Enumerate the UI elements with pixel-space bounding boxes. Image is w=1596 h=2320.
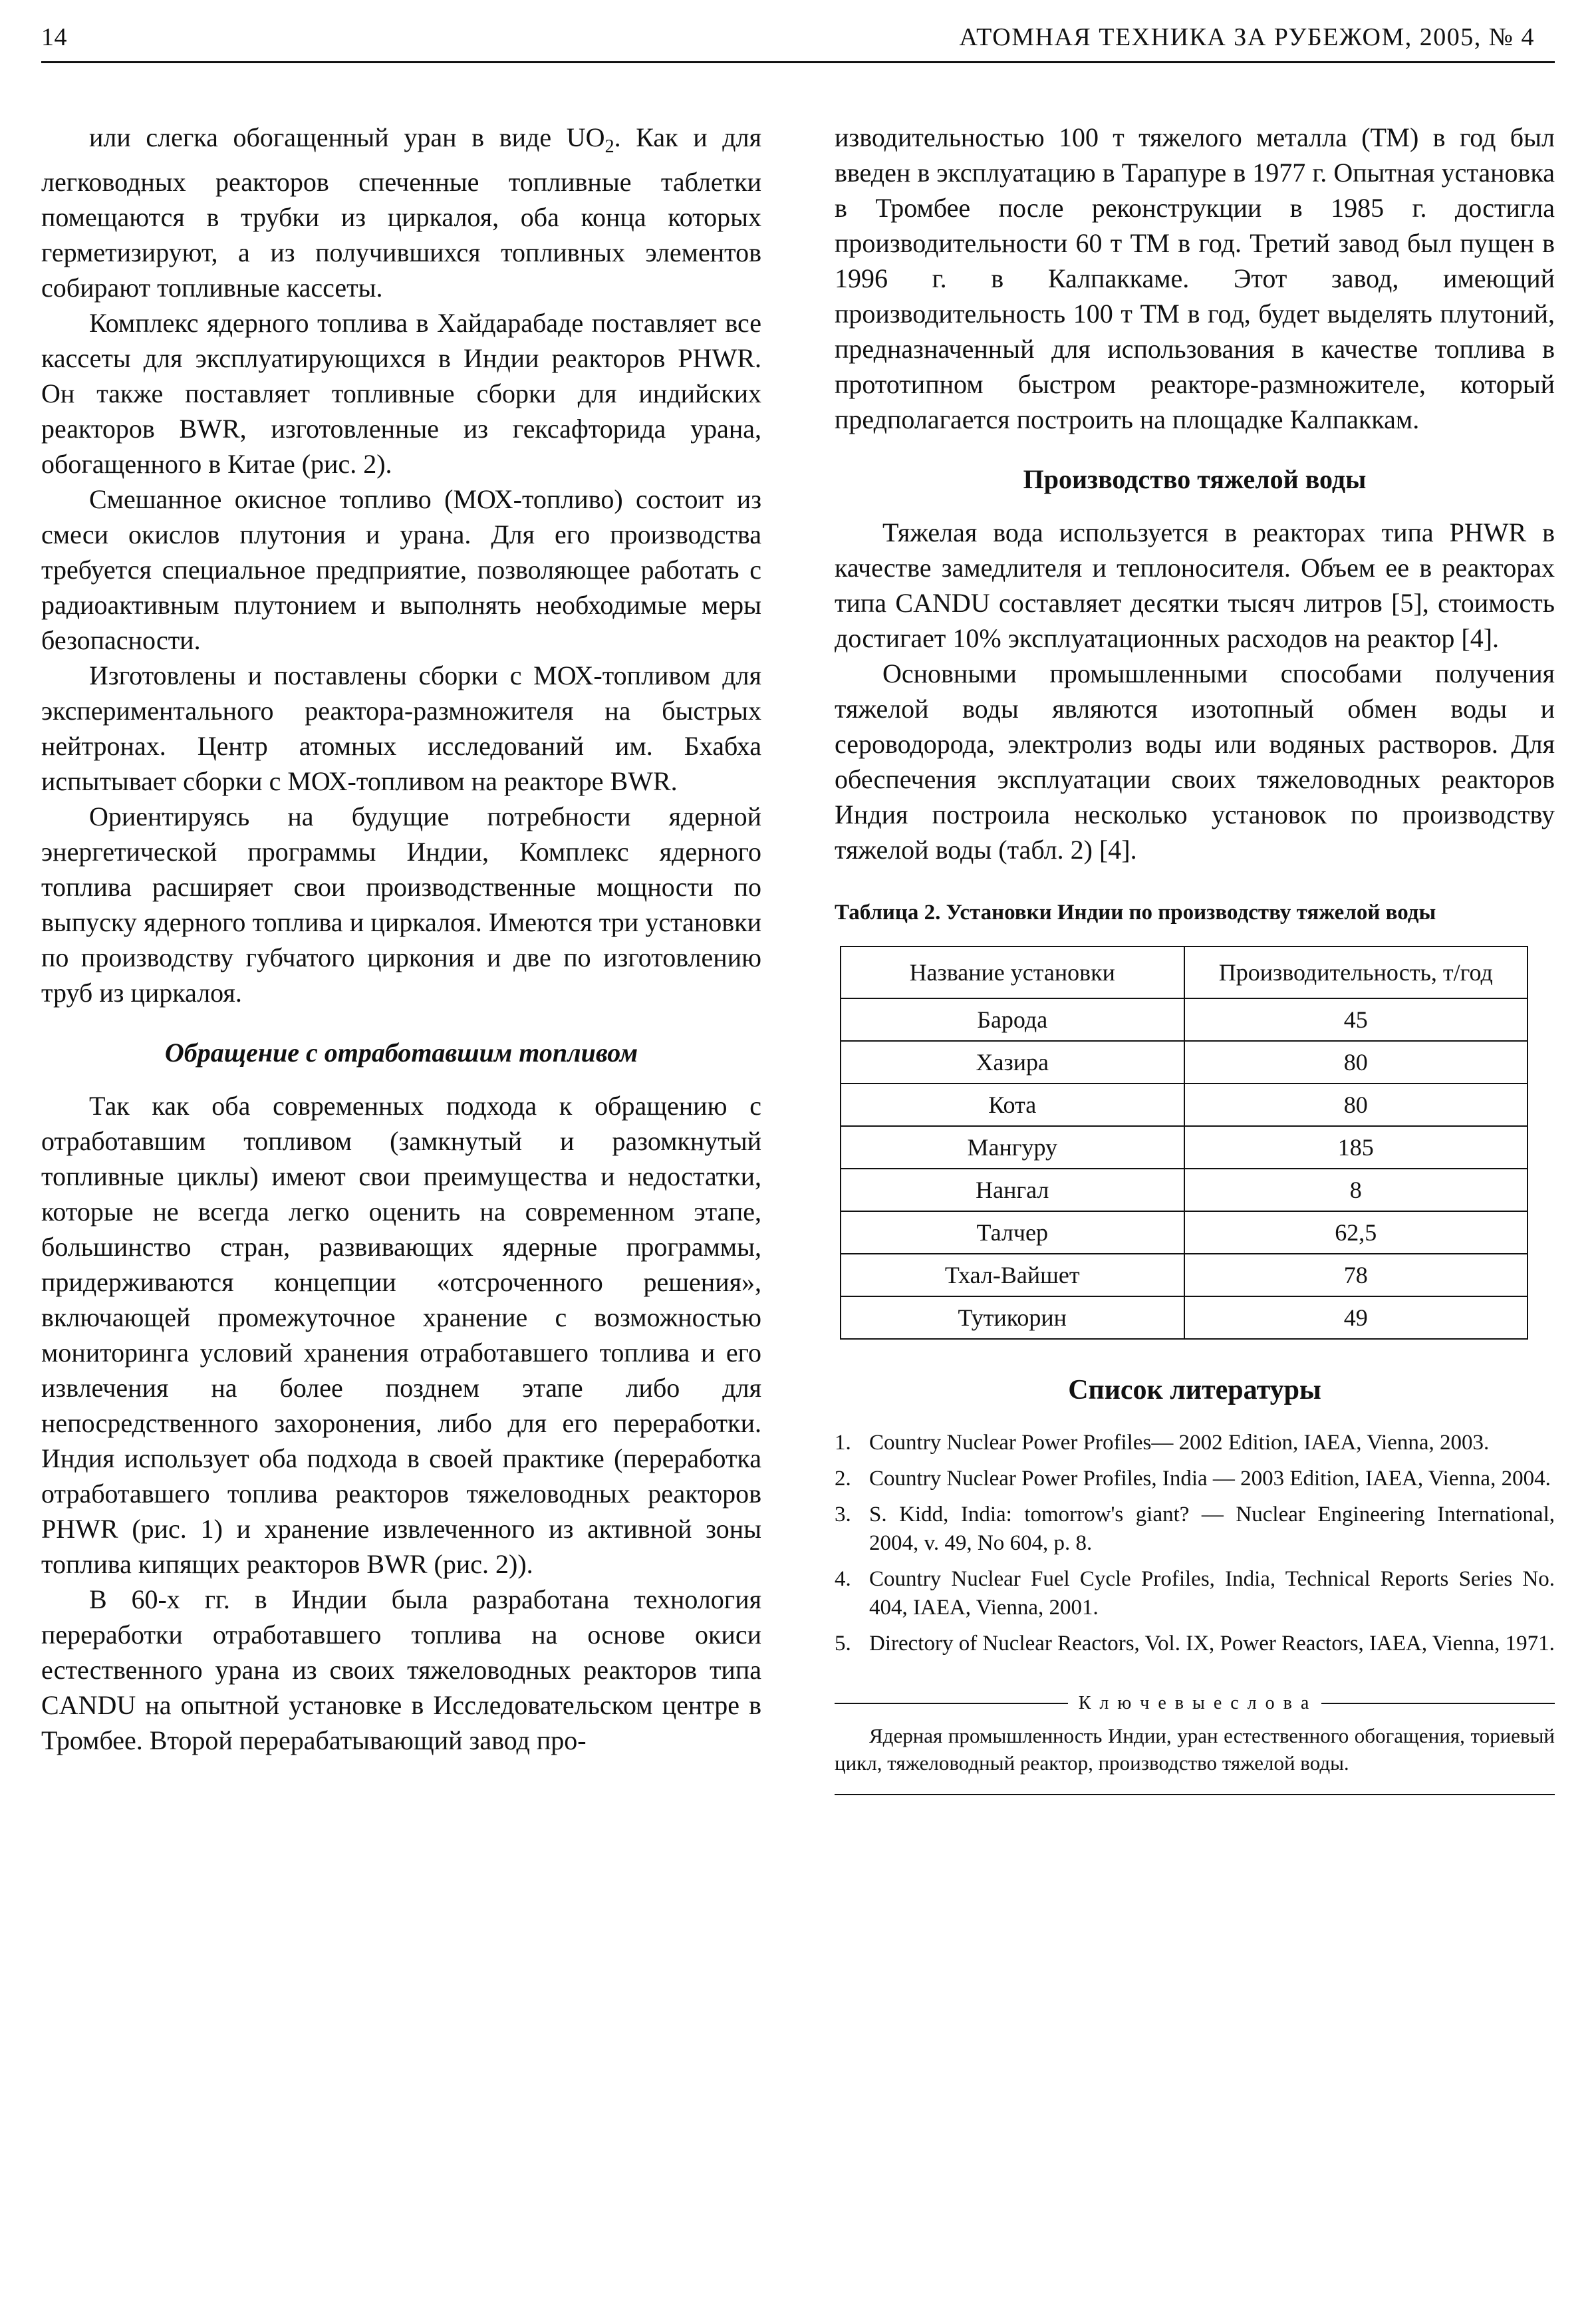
table-header-cell: Название установки bbox=[841, 946, 1184, 998]
reference-item bbox=[835, 1465, 1555, 1493]
keywords-rule-right bbox=[1321, 1703, 1555, 1704]
table-header-cell: Производительность, т/год bbox=[1184, 946, 1528, 998]
keywords-rule-left bbox=[835, 1703, 1068, 1704]
heavy-water-plants-table bbox=[840, 946, 1528, 1340]
paragraph: В 60-х гг. в Индии была разработана технология переработки отработавшего топлива на основе окиси естественного урана из своих тяжеловодных реакторов типа CANDU на опытной установке в Исследовательском центре в Тромбее. Второй перерабатывающий завод про- bbox=[41, 1584, 761, 1755]
table-cell-name: Кота bbox=[841, 1084, 1184, 1126]
table-row bbox=[841, 1041, 1528, 1084]
keywords-header bbox=[835, 1693, 1555, 1714]
table-cell-value: 80 bbox=[1184, 1041, 1528, 1084]
table-row bbox=[841, 998, 1528, 1041]
table-row bbox=[841, 1296, 1528, 1339]
paragraph: Тяжелая вода используется в реакторах типа PHWR в качестве замедлителя и теплоносителя. Объем ее в реакторах типа CANDU составляет десятки тысяч литров [5], стоимость достигает 10% эксплуатационных расходов на реактор [4]. bbox=[835, 517, 1555, 653]
table-header-row bbox=[841, 946, 1528, 998]
table-cell-name: Барода bbox=[841, 998, 1184, 1041]
keywords-bottom-rule bbox=[835, 1794, 1555, 1795]
paragraph: или слегка обогащенный уран в виде $UO_2$. Как и для легководных реакторов спеченные топливные таблетки помещаются в трубки из циркалоя, оба конца которых герметизируют, а из получившихся топливных элементов собирают топливные кассеты. bbox=[41, 122, 761, 303]
table-cell-value: 62,5 bbox=[1184, 1211, 1528, 1254]
table-cell-value: 185 bbox=[1184, 1126, 1528, 1169]
paragraph: Смешанное окисное топливо (МОХ-топливо) состоит из смеси окислов плутония и урана. Для его производства требуется специальное предприятие, позволяющее работать с радиоактивным плутонием и выполнять необходимые меры безопасности. bbox=[41, 484, 761, 655]
table-cell-name: Тхал-Вайшет bbox=[841, 1254, 1184, 1296]
reference-number: 2. bbox=[835, 1467, 851, 1491]
table-cell-name: Нангал bbox=[841, 1169, 1184, 1211]
paragraph: изводительностью 100 т тяжелого металла (ТМ) в год был введен в эксплуатацию в Тарапуре в 1977 г. Опытная установка в Тромбее после реконструкции в 1985 г. достигла производительности 60 т ТМ в год. Третий завод был пущен в 1996 г. в Калпаккаме. Этот завод, имеющий производительность 100 т ТМ в год, будет выделять плутоний, предназначенный для использования в качестве топлива в прототипном быстром реакторе-размножителе, который предполагается построить на площадке Калпаккам. bbox=[835, 122, 1555, 434]
keywords-text: Ядерная промышленность Индии, уран естественного обогащения, ториевый цикл, тяжеловодный реактор, производство тяжелой воды. bbox=[835, 1724, 1555, 1775]
keywords-block bbox=[835, 1693, 1555, 1795]
reference-text: Country Nuclear Power Profiles— 2002 Edition, IAEA, Vienna, 2003. bbox=[869, 1431, 1490, 1455]
table-cell-value: 45 bbox=[1184, 998, 1528, 1041]
table-cell-value: 78 bbox=[1184, 1254, 1528, 1296]
paragraph: Изготовлены и поставлены сборки с МОХ-топливом для экспериментального реактора-размножителя на быстрых нейтронах. Центр атомных исследований им. Бхабха испытывает сборки с МОХ-топливом на реакторе BWR. bbox=[41, 660, 761, 796]
reference-text: S. Kidd, India: tomorrow's giant? — Nuclear Engineering International, 2004, v. 49, No 604, p. 8. bbox=[869, 1503, 1555, 1555]
references-list bbox=[835, 1429, 1555, 1658]
page-header bbox=[41, 23, 1555, 61]
references-heading: Список литературы bbox=[1068, 1375, 1321, 1405]
table-row bbox=[841, 1211, 1528, 1254]
table-cell-name: Хазира bbox=[841, 1041, 1184, 1084]
table-cell-name: Талчер bbox=[841, 1211, 1184, 1254]
reference-item bbox=[835, 1630, 1555, 1658]
table-row bbox=[841, 1169, 1528, 1211]
reference-number: 1. bbox=[835, 1431, 851, 1455]
reference-text: Country Nuclear Power Profiles, India — 2003 Edition, IAEA, Vienna, 2004. bbox=[869, 1467, 1551, 1491]
header-divider bbox=[41, 61, 1555, 63]
reference-item bbox=[835, 1429, 1555, 1457]
keywords-label: К л ю ч е в ы е с л о в а bbox=[1078, 1693, 1311, 1713]
reference-number: 4. bbox=[835, 1567, 851, 1591]
two-column-body bbox=[41, 120, 1555, 1795]
paragraph: Ориентируясь на будущие потребности ядерной энергетической программы Индии, Комплекс ядерного топлива расширяет свои производственные мощности по выпуску ядерного топлива и циркалоя. Имеются три установки по производству губчатого циркония и две по изготовлению труб из циркалоя. bbox=[41, 801, 761, 1008]
section-heading-heavy-water: Производство тяжелой воды bbox=[1023, 464, 1367, 494]
reference-number: 3. bbox=[835, 1503, 851, 1526]
section-heading-spent-fuel: Обращение с отработавшим топливом bbox=[164, 1038, 638, 1068]
paragraph: Основными промышленными способами получения тяжелой воды являются изотопный обмен воды и сероводорода, электролиз воды или водяных растворов. Для обеспечения эксплуатации своих тяжеловодных реакторов Индия построила несколько установок по производству тяжелой воды (табл. 2) [4]. bbox=[835, 658, 1555, 865]
reference-number: 5. bbox=[835, 1632, 851, 1656]
paragraph: Так как оба современных подхода к обращению с отработавшим топливом (замкнутый и разомкнутый топливные циклы) имеют свои преимущества и недостатки, которые не всегда легко оценить на современном этапе, большинство стран, развивающих ядерные программы, придерживаются концепции «отсроченного решения», включающей промежуточное хранение с возможностью мониторинга условий хранения отработавшего топлива и его извлечения на более позднем этапе либо для непосредственного захоронения, либо для его переработки. Индия использует оба подхода в своей практике (переработка отработавшего топлива реакторов тяжеловодных реакторов PHWR (рис. 1) и хранение извлеченного из активной зоны топлива кипящих реакторов BWR (рис. 2)). bbox=[41, 1091, 761, 1579]
table-cell-value: 49 bbox=[1184, 1296, 1528, 1339]
reference-item bbox=[835, 1565, 1555, 1622]
table-row bbox=[841, 1126, 1528, 1169]
table-caption: Таблица 2. Установки Индии по производству тяжелой воды bbox=[835, 901, 1436, 925]
reference-text: Directory of Nuclear Reactors, Vol. IX, Power Reactors, IAEA, Vienna, 1971. bbox=[869, 1632, 1555, 1656]
table-cell-value: 8 bbox=[1184, 1169, 1528, 1211]
reference-item bbox=[835, 1501, 1555, 1558]
reference-text: Country Nuclear Fuel Cycle Profiles, India, Technical Reports Series No. 404, IAEA, Vienna, 2001. bbox=[869, 1567, 1555, 1620]
journal-title: АТОМНАЯ ТЕХНИКА ЗА РУБЕЖОМ, 2005, № 4 bbox=[959, 23, 1535, 51]
table-row bbox=[841, 1084, 1528, 1126]
table-row bbox=[841, 1254, 1528, 1296]
paragraph: Комплекс ядерного топлива в Хайдарабаде поставляет все кассеты для эксплуатирующихся в Индии реакторов PHWR. Он также поставляет топливные сборки для индийских реакторов BWR, изготовленные из гексафторида урана, обогащенного в Китае (рис. 2). bbox=[41, 308, 761, 479]
table-cell-value: 80 bbox=[1184, 1084, 1528, 1126]
left-column bbox=[41, 120, 761, 1795]
right-column bbox=[835, 120, 1555, 1795]
table-cell-name: Мангуру bbox=[841, 1126, 1184, 1169]
page-number: 14 bbox=[41, 23, 67, 51]
table-cell-name: Тутикорин bbox=[841, 1296, 1184, 1339]
